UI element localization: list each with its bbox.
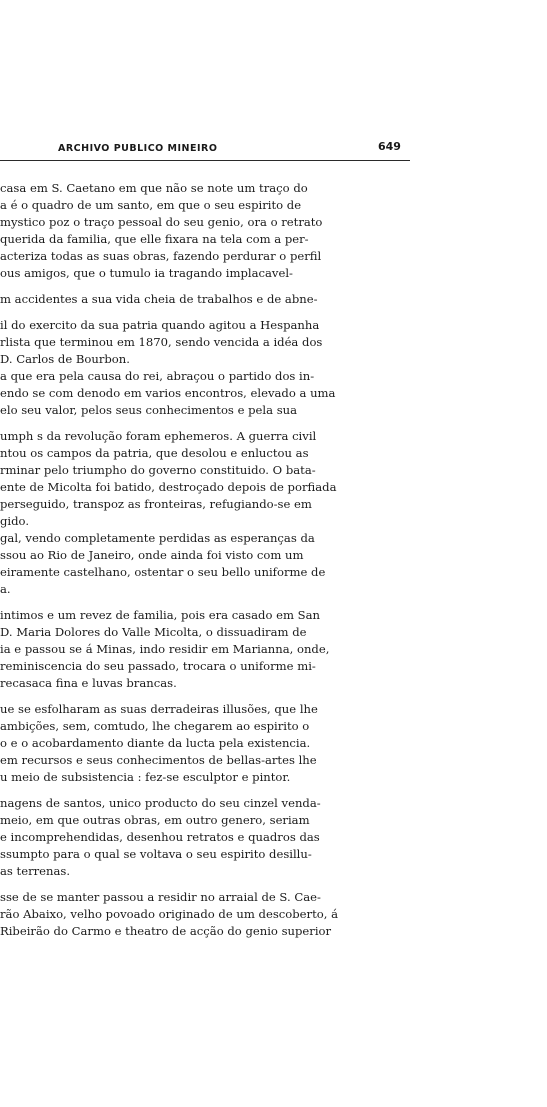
paragraph xyxy=(0,701,410,786)
text-line: acteriza todas as suas obras, fazendo perdurar o perfil xyxy=(0,249,322,263)
paragraph-gap xyxy=(0,419,410,428)
text-line: o e o acobardamento diante da lucta pela existencia. xyxy=(0,736,311,750)
paragraph-gap xyxy=(0,308,410,317)
paragraph xyxy=(0,317,410,419)
text-line: eiramente castelhano, ostentar o seu bello uniforme de xyxy=(0,565,326,579)
text-line: D. Maria Dolores do Valle Micolta, o dissuadiram de xyxy=(0,625,307,639)
text-line: gido. xyxy=(0,514,30,528)
text-line: gal, vendo completamente perdidas as esperanças da xyxy=(0,531,315,545)
running-title: ARCHIVO PUBLICO MINEIRO xyxy=(58,143,218,154)
paragraph xyxy=(0,795,410,880)
paragraph xyxy=(0,180,410,282)
text-line: ia e passou se á Minas, indo residir em Marianna, onde, xyxy=(0,642,330,656)
text-line: sse de se manter passou a residir no arraial de S. Cae- xyxy=(0,890,321,904)
paragraph xyxy=(0,291,410,308)
text-line: e incomprehendidas, desenhou retratos e quadros das xyxy=(0,830,320,844)
text-line: il do exercito da sua patria quando agitou a Hespanha xyxy=(0,318,320,332)
text-line: as terrenas. xyxy=(0,864,71,878)
text-line: ssumpto para o qual se voltava o seu espirito desillu- xyxy=(0,847,312,861)
text-line: casa em S. Caetano em que não se note um traço do xyxy=(0,181,308,195)
text-line: rão Abaixo, velho povoado originado de um descoberto, á xyxy=(0,907,338,921)
text-line: m accidentes a sua vida cheia de trabalhos e de abne- xyxy=(0,292,318,306)
page-header xyxy=(0,140,410,161)
text-line: recasaca fina e luvas brancas. xyxy=(0,676,177,690)
body-text xyxy=(0,180,410,940)
paragraph-gap xyxy=(0,692,410,701)
text-line: ntou os campos da patria, que desolou e enluctou as xyxy=(0,446,309,460)
text-line: Ribeirão do Carmo e theatro de acção do genio superior xyxy=(0,924,332,938)
text-line: intimos e um revez de familia, pois era casado em San xyxy=(0,608,320,622)
paragraph xyxy=(0,607,410,692)
text-line: a que era pela causa do rei, abraçou o partido dos in- xyxy=(0,369,315,383)
text-line: meio, em que outras obras, em outro genero, seriam xyxy=(0,813,310,827)
text-line: ue se esfolharam as suas derradeiras illusões, que lhe xyxy=(0,702,318,716)
text-line: querida da familia, que elle fixara na tela com a per- xyxy=(0,232,309,246)
page-number: 649 xyxy=(378,140,401,153)
text-line: D. Carlos de Bourbon. xyxy=(0,352,130,366)
paragraph xyxy=(0,889,410,940)
text-line: u meio de subsistencia : fez-se esculptor e pintor. xyxy=(0,770,291,784)
text-line: rlista que terminou em 1870, sendo vencida a idéa dos xyxy=(0,335,323,349)
text-line: umph s da revolução foram ephemeros. A guerra civil xyxy=(0,429,317,443)
text-line: elo seu valor, pelos seus conhecimentos e pela sua xyxy=(0,403,298,417)
text-line: rminar pelo triumpho do governo constituido. O bata- xyxy=(0,463,316,477)
text-line: endo se com denodo em varios encontros, elevado a uma xyxy=(0,386,336,400)
text-line: ente de Micolta foi batido, destroçado depois de porfiada xyxy=(0,480,337,494)
paragraph xyxy=(0,428,410,598)
text-line: a. xyxy=(0,582,11,596)
text-line: ambições, sem, comtudo, lhe chegarem ao espirito o xyxy=(0,719,310,733)
text-line: perseguido, transpoz as fronteiras, refugiando-se em xyxy=(0,497,312,511)
text-line: ous amigos, que o tumulo ia tragando implacavel- xyxy=(0,266,293,280)
paragraph-gap xyxy=(0,282,410,291)
text-line: mystico poz o traço pessoal do seu genio, ora o retrato xyxy=(0,215,323,229)
text-line: reminiscencia do seu passado, trocara o uniforme mi- xyxy=(0,659,316,673)
text-line: a é o quadro de um santo, em que o seu espirito de xyxy=(0,198,302,212)
text-line: ssou ao Rio de Janeiro, onde ainda foi visto com um xyxy=(0,548,304,562)
text-line: em recursos e seus conhecimentos de bellas-artes lhe xyxy=(0,753,317,767)
paragraph-gap xyxy=(0,786,410,795)
text-line: nagens de santos, unico producto do seu cinzel venda- xyxy=(0,796,321,810)
paragraph-gap xyxy=(0,598,410,607)
paragraph-gap xyxy=(0,880,410,889)
